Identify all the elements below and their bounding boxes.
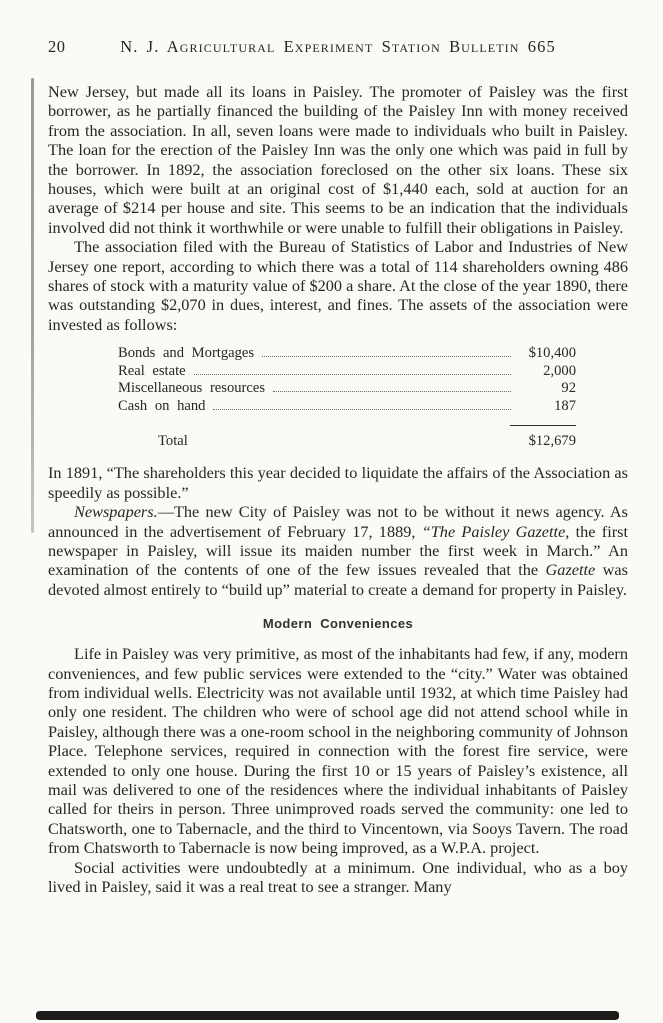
paragraph-text: was devoted almost entirely to “build up” material to create a demand for property in Paisley. — [48, 560, 628, 599]
leader-dots — [262, 356, 511, 357]
table-row — [118, 363, 576, 380]
italic-term: Newspapers. — [74, 502, 158, 522]
body-paragraph-1: New Jersey, but made all its loans in Paisley. The promoter of Paisley was the first borrower, as he partially financed the building of the Paisley Inn with money received from the association. In all, seven loans were made to individuals who built in Paisley. The loan for the erection of the Paisley Inn was the only one which was paid in full by the borrower. In 1892, the association foreclosed on the other six loans. These six houses, which were built at an original cost of $1,440 each, sold at auction for an average of $214 per house and site. This seems to be an indication that the individuals involved did not think it worthwhile or were unable to fulfill their obligations in Paisley. — [48, 82, 628, 237]
table-row — [118, 398, 576, 415]
page-header — [48, 37, 628, 57]
italic-title: Gazette — [545, 560, 596, 580]
row-label: Cash on hand — [118, 397, 206, 414]
row-value: 2,000 — [543, 362, 576, 379]
page-number: 20 — [48, 37, 66, 56]
row-label: Bonds and Mortgages — [118, 345, 255, 362]
body-paragraph-5: Life in Paisley was very primitive, as most of the inhabitants had few, if any, modern conveniences, and few public services were extended to the “city.” Water was obtained from individual wells. Electricity was not available until 1932, at which time Paisley had only one resident. The children who were of school age did not attend school while in Paisley, although there was a one-room school in the neighboring community of Johnson Place. Telephone services, required in connection with the forest fire service, were extended to only one house. During the first 10 or 15 years of Paisley’s existence, all mail was delivered to one of the residences where the individual inhabitants of Paisley called for theirs in person. Three unimproved roads served the community: one led to Chatsworth, one to Tabernacle, and the third to Vincentown, via Sooys Tavern. The road from Chatsworth to Tabernacle is now being improved, as a W.P.A. project. — [48, 644, 628, 858]
row-label: Real estate — [118, 362, 186, 379]
table-row — [118, 380, 576, 397]
leader-dots — [273, 391, 511, 392]
assets-table — [118, 345, 576, 450]
leader-dots — [213, 409, 511, 410]
body-paragraph-3: In 1891, “The shareholders this year decided to liquidate the affairs of the Association as speedily as possible.” — [48, 463, 628, 502]
body-paragraph-2: The association filed with the Bureau of Statistics of Labor and Industries of New Jersey one report, according to which there was a total of 114 shareholders owning 486 shares of stock with a maturity value of $200 a share. At the close of the year 1890, there was outstanding $2,070 in dues, interest, and fines. The assets of the association were invested as follows: — [48, 237, 628, 334]
table-total-row — [118, 425, 576, 450]
row-value: 92 — [561, 380, 576, 397]
scan-edge-bar — [36, 1011, 619, 1020]
section-heading: Modern Conveniences — [262, 616, 414, 632]
body-paragraph-6: Social activities were undoubtedly at a minimum. One individual, who as a boy lived in Paisley, said it was a real treat to see a stranger. Many — [48, 857, 628, 897]
row-label: Miscellaneous resources — [118, 380, 266, 397]
paragraph-text: the first newspaper in Paisley, will issue its maiden number the first week in March.” An examination of the contents of one of the few issues revealed that the — [48, 521, 628, 580]
total-value: $12,679 — [510, 425, 576, 450]
table-row — [118, 345, 576, 362]
row-value: 187 — [554, 397, 576, 414]
total-label: Total — [158, 432, 188, 449]
paragraph-text: —The new City of Paisley was not to be without it news agency. As announced in the advertisement of February 17, 1889, — [48, 502, 628, 541]
running-title: N. J. Agricultural Experiment Station Bulletin 665 — [120, 37, 556, 56]
italic-title: “The Paisley Gazette, — [421, 521, 570, 541]
scan-gutter-shadow — [31, 78, 34, 533]
row-value: $10,400 — [528, 345, 576, 362]
body-paragraph-4 — [48, 502, 628, 599]
leader-dots — [194, 374, 511, 375]
